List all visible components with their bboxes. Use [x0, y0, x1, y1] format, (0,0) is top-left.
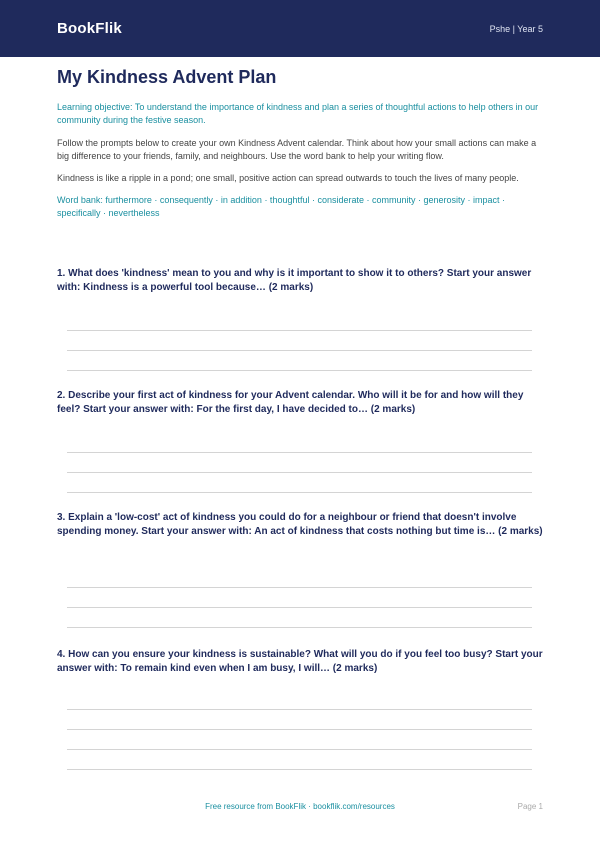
intro-section	[57, 66, 543, 235]
answer-line[interactable]	[67, 729, 532, 730]
answer-line[interactable]	[67, 587, 532, 588]
question-2	[57, 389, 543, 417]
answer-line[interactable]	[67, 627, 532, 628]
answer-line[interactable]	[67, 452, 532, 453]
question-4	[57, 648, 543, 676]
answer-area-1[interactable]	[57, 330, 543, 390]
answer-line[interactable]	[67, 330, 532, 331]
answer-line[interactable]	[67, 607, 532, 608]
answer-area-3[interactable]	[57, 587, 543, 647]
ripple-paragraph: Kindness is like a ripple in a pond; one small, positive action can spread outwards to touch the lives of many people.	[57, 173, 519, 183]
answer-line[interactable]	[67, 472, 532, 473]
answer-line[interactable]	[67, 749, 532, 750]
answer-area-4[interactable]	[57, 709, 543, 779]
answer-line[interactable]	[67, 492, 532, 493]
page-header	[0, 0, 600, 57]
learning-objective: Learning objective: To understand the importance of kindness and plan a series of thoughtful actions to help others in our community during the festive season.	[57, 102, 539, 125]
subject-year-label: Pshe | Year 5	[489, 23, 543, 34]
page-number: Page 1	[517, 802, 543, 811]
answer-line[interactable]	[67, 370, 532, 371]
question-text: 3. Explain a 'low-cost' act of kindness you could do for a neighbour or friend that doesn't involve spending money. Start your answer with: An act of kindness that costs nothing but time is… (2 marks)	[57, 512, 543, 537]
answer-line[interactable]	[67, 769, 532, 770]
question-3	[57, 511, 543, 539]
answer-line[interactable]	[67, 709, 532, 710]
footer-link[interactable]: Free resource from BookFlik · bookflik.com/resources	[205, 802, 395, 811]
brand-logo-text: BookFlik	[57, 20, 122, 37]
question-text: 4. How can you ensure your kindness is sustainable? What will you do if you feel too busy? Start your answer with: To remain kind even when I am busy, I will… (2 marks)	[57, 649, 543, 674]
page-footer	[0, 802, 600, 814]
page-title: My Kindness Advent Plan	[57, 67, 277, 87]
question-text: 2. Describe your first act of kindness for your Advent calendar. Who will it be for and how will they feel? Start your answer with: For the first day, I have decided to… (2 marks)	[57, 390, 524, 415]
question-text: 1. What does 'kindness' mean to you and why is it important to show it to others? Start your answer with: Kindness is a powerful tool because… (2 marks)	[57, 268, 532, 293]
answer-line[interactable]	[67, 350, 532, 351]
answer-area-2[interactable]	[57, 452, 543, 512]
intro-paragraph: Follow the prompts below to create your own Kindness Advent calendar. Think about how your small actions can make a big difference to your friends, family, and neighbours. Use the word bank to help your writing flow.	[57, 138, 537, 161]
question-1	[57, 267, 543, 295]
word-bank: Word bank: furthermore · consequently · in addition · thoughtful · considerate · community · generosity · impact · specifically · nevertheless	[57, 195, 506, 218]
